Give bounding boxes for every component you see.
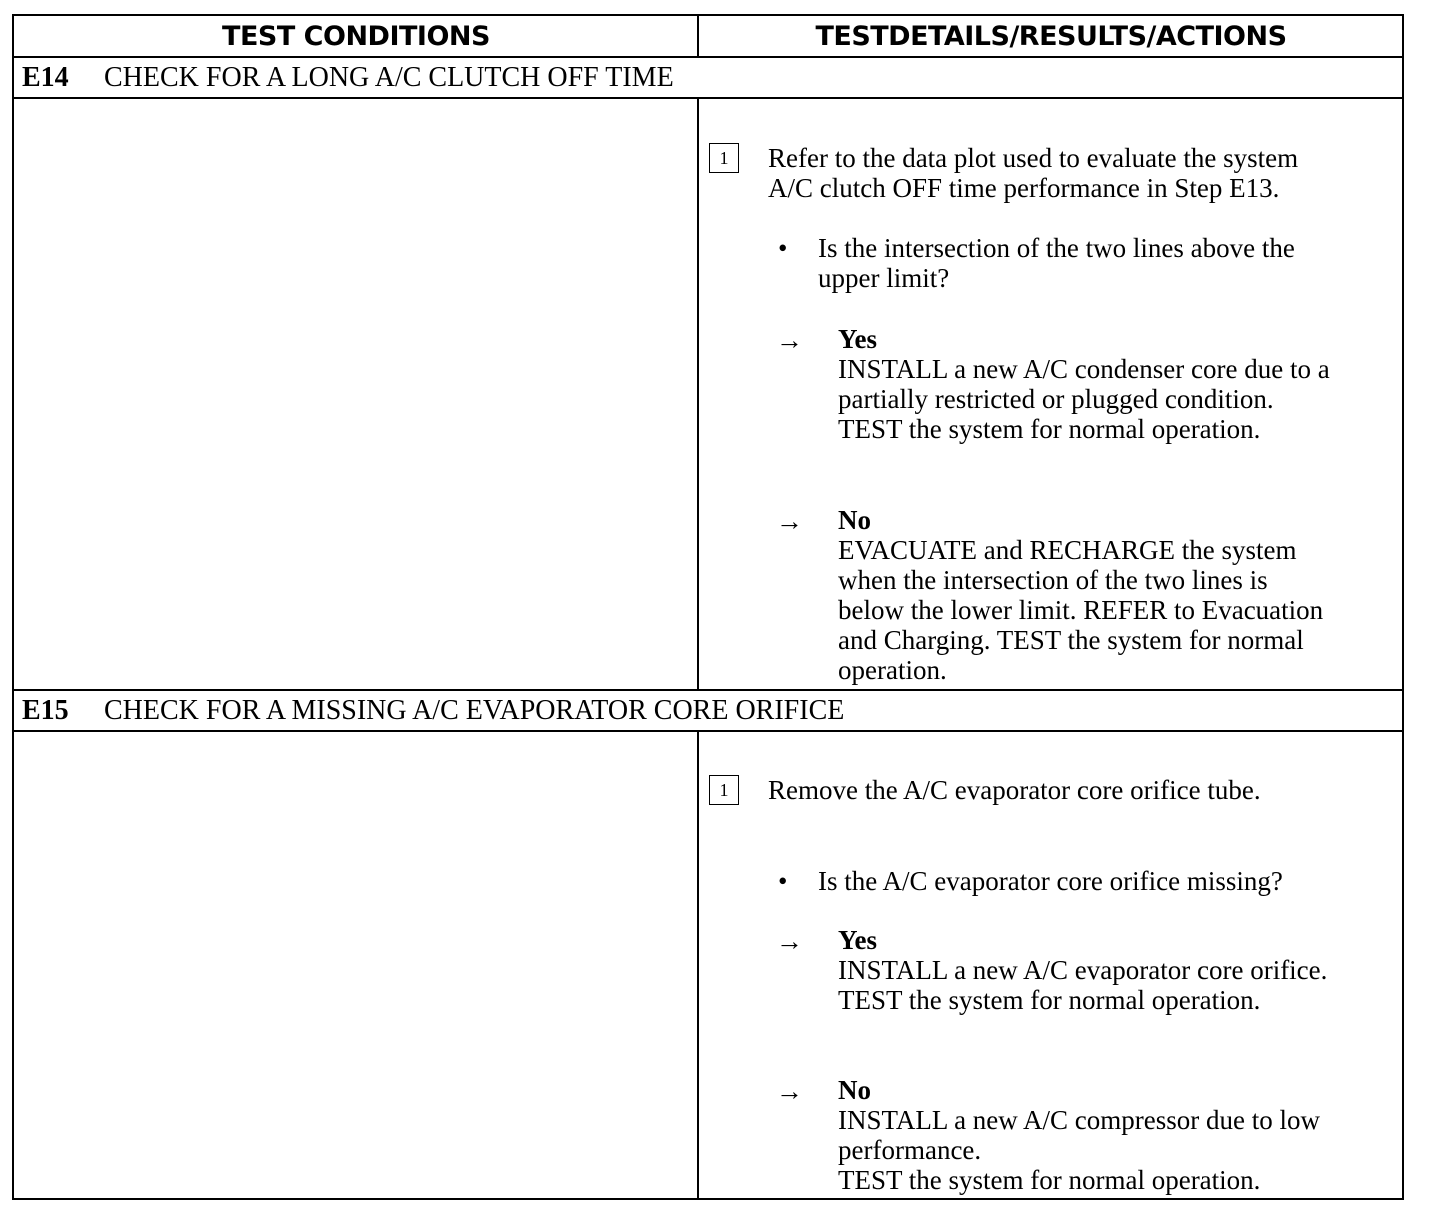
divider — [14, 689, 1402, 691]
section-title-text: CHECK FOR A MISSING A/C EVAPORATOR CORE ORIFICE — [104, 695, 845, 726]
no-result: No INSTALL a new A/C compressor due to low performance. TEST the system for normal operation. — [838, 1075, 1321, 1195]
no-result: No EVACUATE and RECHARGE the system when the intersection of the two lines is below the lower limit. REFER to Evacuation and Charging. TEST the system for normal operation. — [838, 505, 1324, 685]
bullet-icon: • — [778, 233, 788, 263]
column-divider — [697, 97, 699, 691]
arrow-right-icon: → — [776, 325, 803, 355]
step-instruction: Remove the A/C evaporator core orifice tube. — [768, 775, 1261, 805]
step-instruction: Refer to the data plot used to evaluate the system A/C clutch OFF time performance in Step E13. — [768, 143, 1299, 203]
divider — [14, 97, 1402, 99]
column-divider — [697, 730, 699, 1200]
divider — [14, 56, 1402, 58]
step-number-box: 1 — [709, 143, 739, 173]
yes-result: Yes INSTALL a new A/C evaporator core orifice. TEST the system for normal operation. — [838, 925, 1328, 1015]
arrow-right-icon: → — [776, 926, 803, 956]
divider — [14, 730, 1402, 732]
yes-result: Yes INSTALL a new A/C condenser core due to a partially restricted or plugged condition. TEST the system for normal operation. — [838, 324, 1330, 444]
arrow-right-icon: → — [776, 1076, 803, 1106]
question-text: Is the intersection of the two lines above the upper limit? — [818, 233, 1295, 293]
column-divider — [697, 16, 699, 58]
section-code: E14 — [22, 62, 69, 93]
header-test-details: TESTDETAILS/RESULTS/ACTIONS — [815, 20, 1287, 52]
header-test-conditions: TEST CONDITIONS — [222, 20, 490, 52]
step-number-box: 1 — [709, 775, 739, 805]
arrow-right-icon: → — [776, 506, 803, 536]
section-title-text: CHECK FOR A LONG A/C CLUTCH OFF TIME — [104, 62, 674, 93]
question-text: Is the A/C evaporator core orifice missing? — [818, 866, 1283, 896]
bullet-icon: • — [778, 866, 788, 896]
section-code: E15 — [22, 695, 69, 726]
section-title-e15 — [22, 695, 844, 727]
section-title-e14 — [22, 62, 674, 94]
